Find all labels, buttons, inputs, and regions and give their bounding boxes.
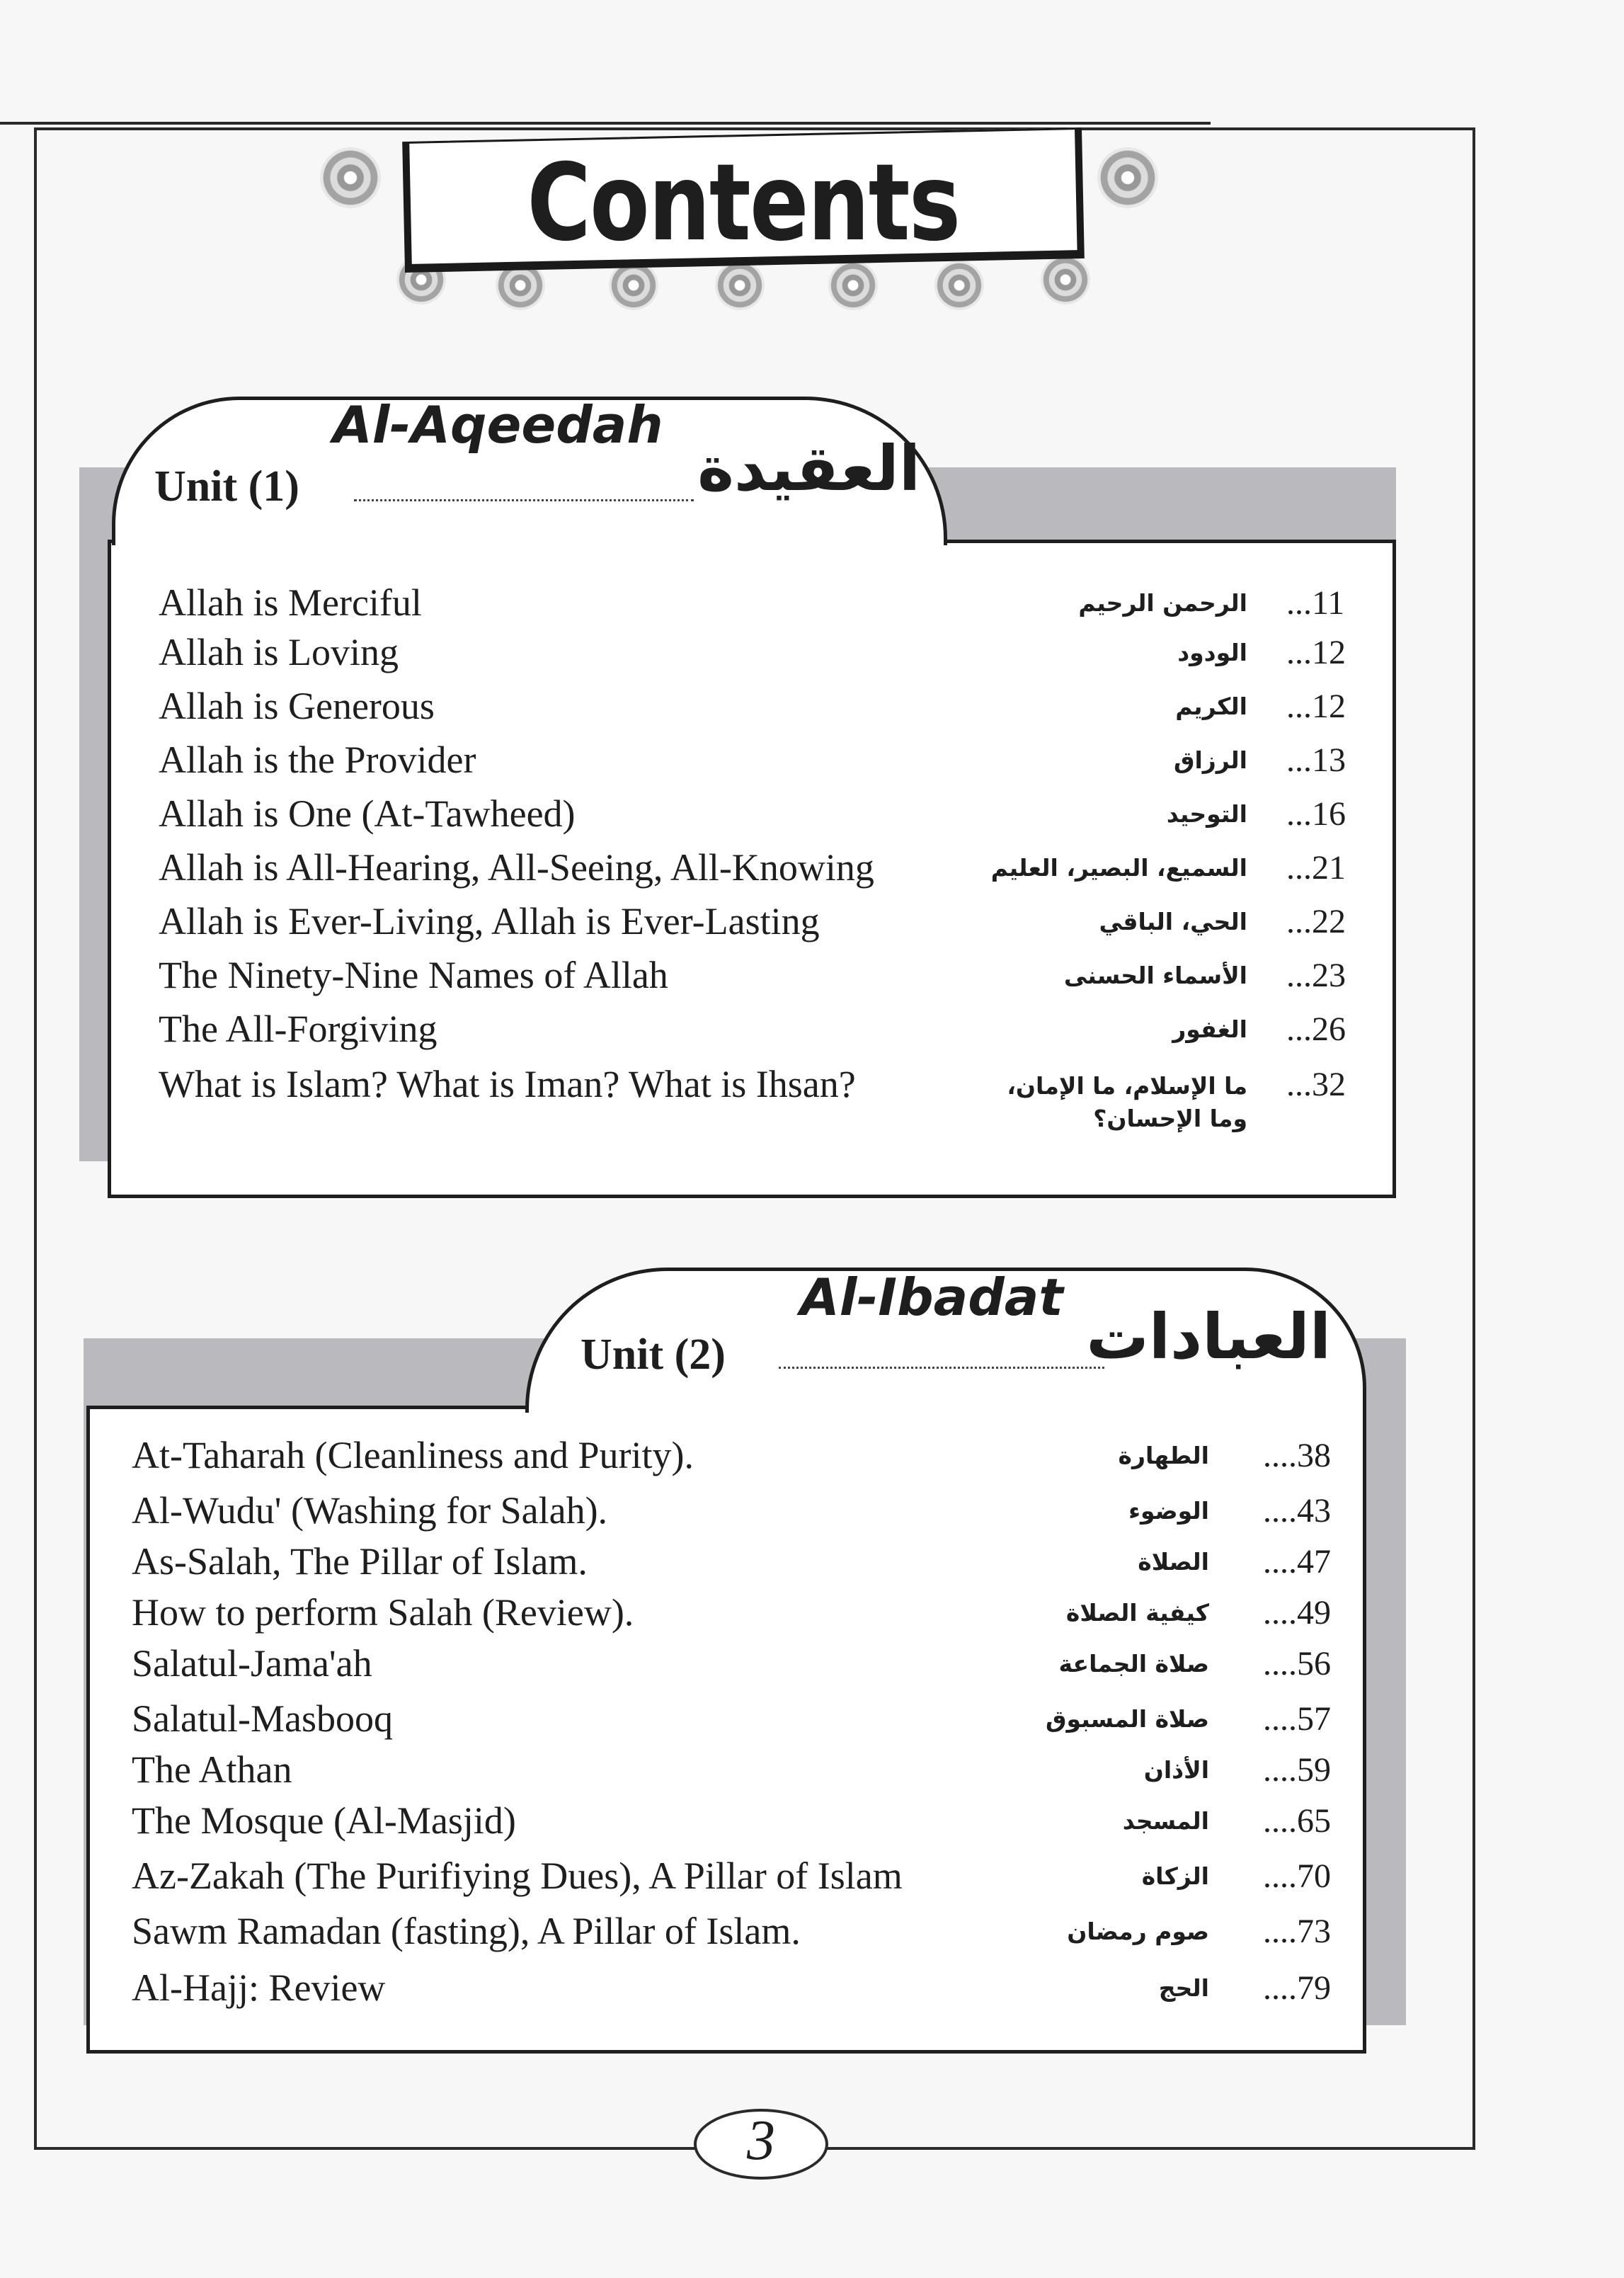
- item-title: As-Salah, The Pillar of Islam.: [132, 1540, 588, 1583]
- item-title: The Ninety-Nine Names of Allah: [159, 954, 668, 996]
- page-number: 3: [747, 2109, 775, 2172]
- item-arabic: الغفور: [1172, 1015, 1247, 1043]
- item-arabic: الرزاق: [1173, 746, 1247, 774]
- unit-1-list: [108, 581, 1396, 1161]
- item-title: Allah is Generous: [159, 685, 435, 727]
- item-page: ....70: [1263, 1857, 1331, 1895]
- item-page: ....57: [1263, 1700, 1331, 1738]
- item-arabic: الكريم: [1175, 693, 1247, 720]
- item-page: ....49: [1263, 1594, 1331, 1631]
- item-page: ...11: [1286, 584, 1345, 622]
- item-page: ....56: [1263, 1645, 1331, 1682]
- list-item[interactable]: [108, 684, 1396, 738]
- item-arabic: الوضوء: [1128, 1497, 1209, 1525]
- list-item[interactable]: [86, 1909, 1366, 1963]
- rosette-ornament: [1041, 255, 1090, 304]
- item-arabic-continued: وما الإحسان؟: [1093, 1105, 1247, 1132]
- rosette-ornament: [715, 261, 765, 310]
- item-page: ....65: [1263, 1802, 1331, 1840]
- item-arabic: كيفية الصلاة: [1065, 1599, 1209, 1627]
- rosette-ornament: [1097, 147, 1158, 208]
- list-item[interactable]: [108, 953, 1396, 1007]
- item-page: ...26: [1286, 1010, 1346, 1048]
- top-rule: [0, 122, 1211, 125]
- unit-1-section-arabic: العقيدة: [697, 432, 920, 505]
- item-arabic: الصلاة: [1138, 1548, 1209, 1576]
- item-arabic: الأسماء الحسنى: [1063, 962, 1247, 989]
- item-arabic: صوم رمضان: [1067, 1918, 1209, 1945]
- list-item[interactable]: [86, 1799, 1366, 1852]
- item-title: Allah is Ever-Living, Allah is Ever-Lasting: [159, 900, 820, 942]
- list-item[interactable]: [86, 1966, 1366, 2020]
- list-item[interactable]: [86, 1697, 1366, 1750]
- item-arabic: الحي، الباقي: [1099, 908, 1247, 935]
- page-title: Contents: [527, 142, 960, 265]
- list-item[interactable]: [108, 1062, 1396, 1140]
- item-title: Allah is the Provider: [159, 739, 476, 781]
- item-arabic: صلاة المسبوق: [1046, 1705, 1209, 1733]
- item-title: The All-Forgiving: [159, 1008, 438, 1050]
- item-title: Al-Hajj: Review: [132, 1966, 386, 2009]
- list-item[interactable]: [86, 1641, 1366, 1695]
- unit-2-section-title: Al-Ibadat: [800, 1268, 1063, 1327]
- item-page: ....79: [1263, 1969, 1331, 2007]
- item-title: How to perform Salah (Review).: [132, 1591, 634, 1634]
- list-item[interactable]: [86, 1539, 1366, 1593]
- list-item[interactable]: [86, 1748, 1366, 1801]
- item-arabic: السميع، البصير، العليم: [990, 854, 1247, 882]
- unit-2-leader-dots: [779, 1367, 1104, 1369]
- item-page: ...12: [1286, 688, 1346, 725]
- unit-1-label: Unit (1): [154, 462, 299, 511]
- item-title: What is Islam? What is Iman? What is Ihsan?: [159, 1063, 856, 1105]
- item-title: Salatul-Masbooq: [132, 1697, 393, 1740]
- list-item[interactable]: [108, 899, 1396, 953]
- item-title: At-Taharah (Cleanliness and Purity).: [132, 1434, 694, 1476]
- item-page: ....47: [1263, 1543, 1331, 1581]
- rosette-ornament: [828, 261, 878, 310]
- item-title: Allah is All-Hearing, All-Seeing, All-Knowing: [159, 846, 874, 889]
- item-arabic: المسجد: [1122, 1807, 1209, 1835]
- item-arabic: الودود: [1177, 639, 1247, 666]
- item-arabic: الحج: [1158, 1974, 1209, 2002]
- list-item[interactable]: [86, 1590, 1366, 1644]
- list-item[interactable]: [86, 1854, 1366, 1908]
- item-page: ...12: [1286, 634, 1346, 671]
- item-page: ...23: [1286, 957, 1346, 994]
- list-item[interactable]: [108, 792, 1396, 845]
- item-title: Sawm Ramadan (fasting), A Pillar of Islam.: [132, 1910, 801, 1952]
- item-page: ....43: [1263, 1492, 1331, 1530]
- item-page: ....73: [1263, 1913, 1331, 1950]
- item-page: ....38: [1263, 1437, 1331, 1474]
- rosette-ornament: [934, 261, 984, 310]
- item-page: ...13: [1286, 741, 1346, 779]
- item-arabic: الرحمن الرحيم: [1078, 589, 1247, 617]
- list-item[interactable]: [108, 845, 1396, 899]
- item-title: Salatul-Jama'ah: [132, 1642, 372, 1685]
- rosette-ornament: [320, 147, 381, 208]
- unit-2-label: Unit (2): [581, 1331, 726, 1379]
- item-title: Allah is Loving: [159, 631, 399, 673]
- item-title: Az-Zakah (The Purifiying Dues), A Pillar of Islam: [132, 1855, 903, 1897]
- item-page: ...16: [1286, 795, 1346, 833]
- list-item[interactable]: [86, 1433, 1366, 1487]
- unit-2-list: [86, 1433, 1366, 2042]
- item-arabic: ما الإسلام، ما الإمان،: [1007, 1072, 1247, 1100]
- item-page: ...32: [1286, 1066, 1346, 1103]
- list-item[interactable]: [86, 1488, 1366, 1542]
- item-title: Allah is One (At-Tawheed): [159, 792, 576, 835]
- unit-2-section-arabic: العبادات: [1086, 1300, 1331, 1373]
- item-title: Allah is Merciful: [159, 581, 422, 624]
- list-item[interactable]: [108, 738, 1396, 792]
- unit-1-leader-dots: [354, 499, 694, 501]
- item-title: Al-Wudu' (Washing for Salah).: [132, 1489, 608, 1532]
- list-item[interactable]: [108, 581, 1396, 634]
- item-page: ...22: [1286, 903, 1346, 940]
- item-arabic: الزكاة: [1141, 1862, 1209, 1890]
- item-arabic: الطهارة: [1118, 1442, 1209, 1469]
- list-item[interactable]: [108, 630, 1396, 684]
- item-arabic: صلاة الجماعة: [1058, 1650, 1209, 1678]
- item-title: The Mosque (Al-Masjid): [132, 1799, 516, 1842]
- item-page: ....59: [1263, 1751, 1331, 1789]
- item-arabic: التوحيد: [1166, 800, 1247, 828]
- item-page: ...21: [1286, 849, 1346, 887]
- item-title: The Athan: [132, 1748, 292, 1791]
- unit-1-section-title: Al-Aqeedah: [333, 395, 663, 455]
- list-item[interactable]: [108, 1007, 1396, 1061]
- item-arabic: الأذان: [1143, 1756, 1209, 1784]
